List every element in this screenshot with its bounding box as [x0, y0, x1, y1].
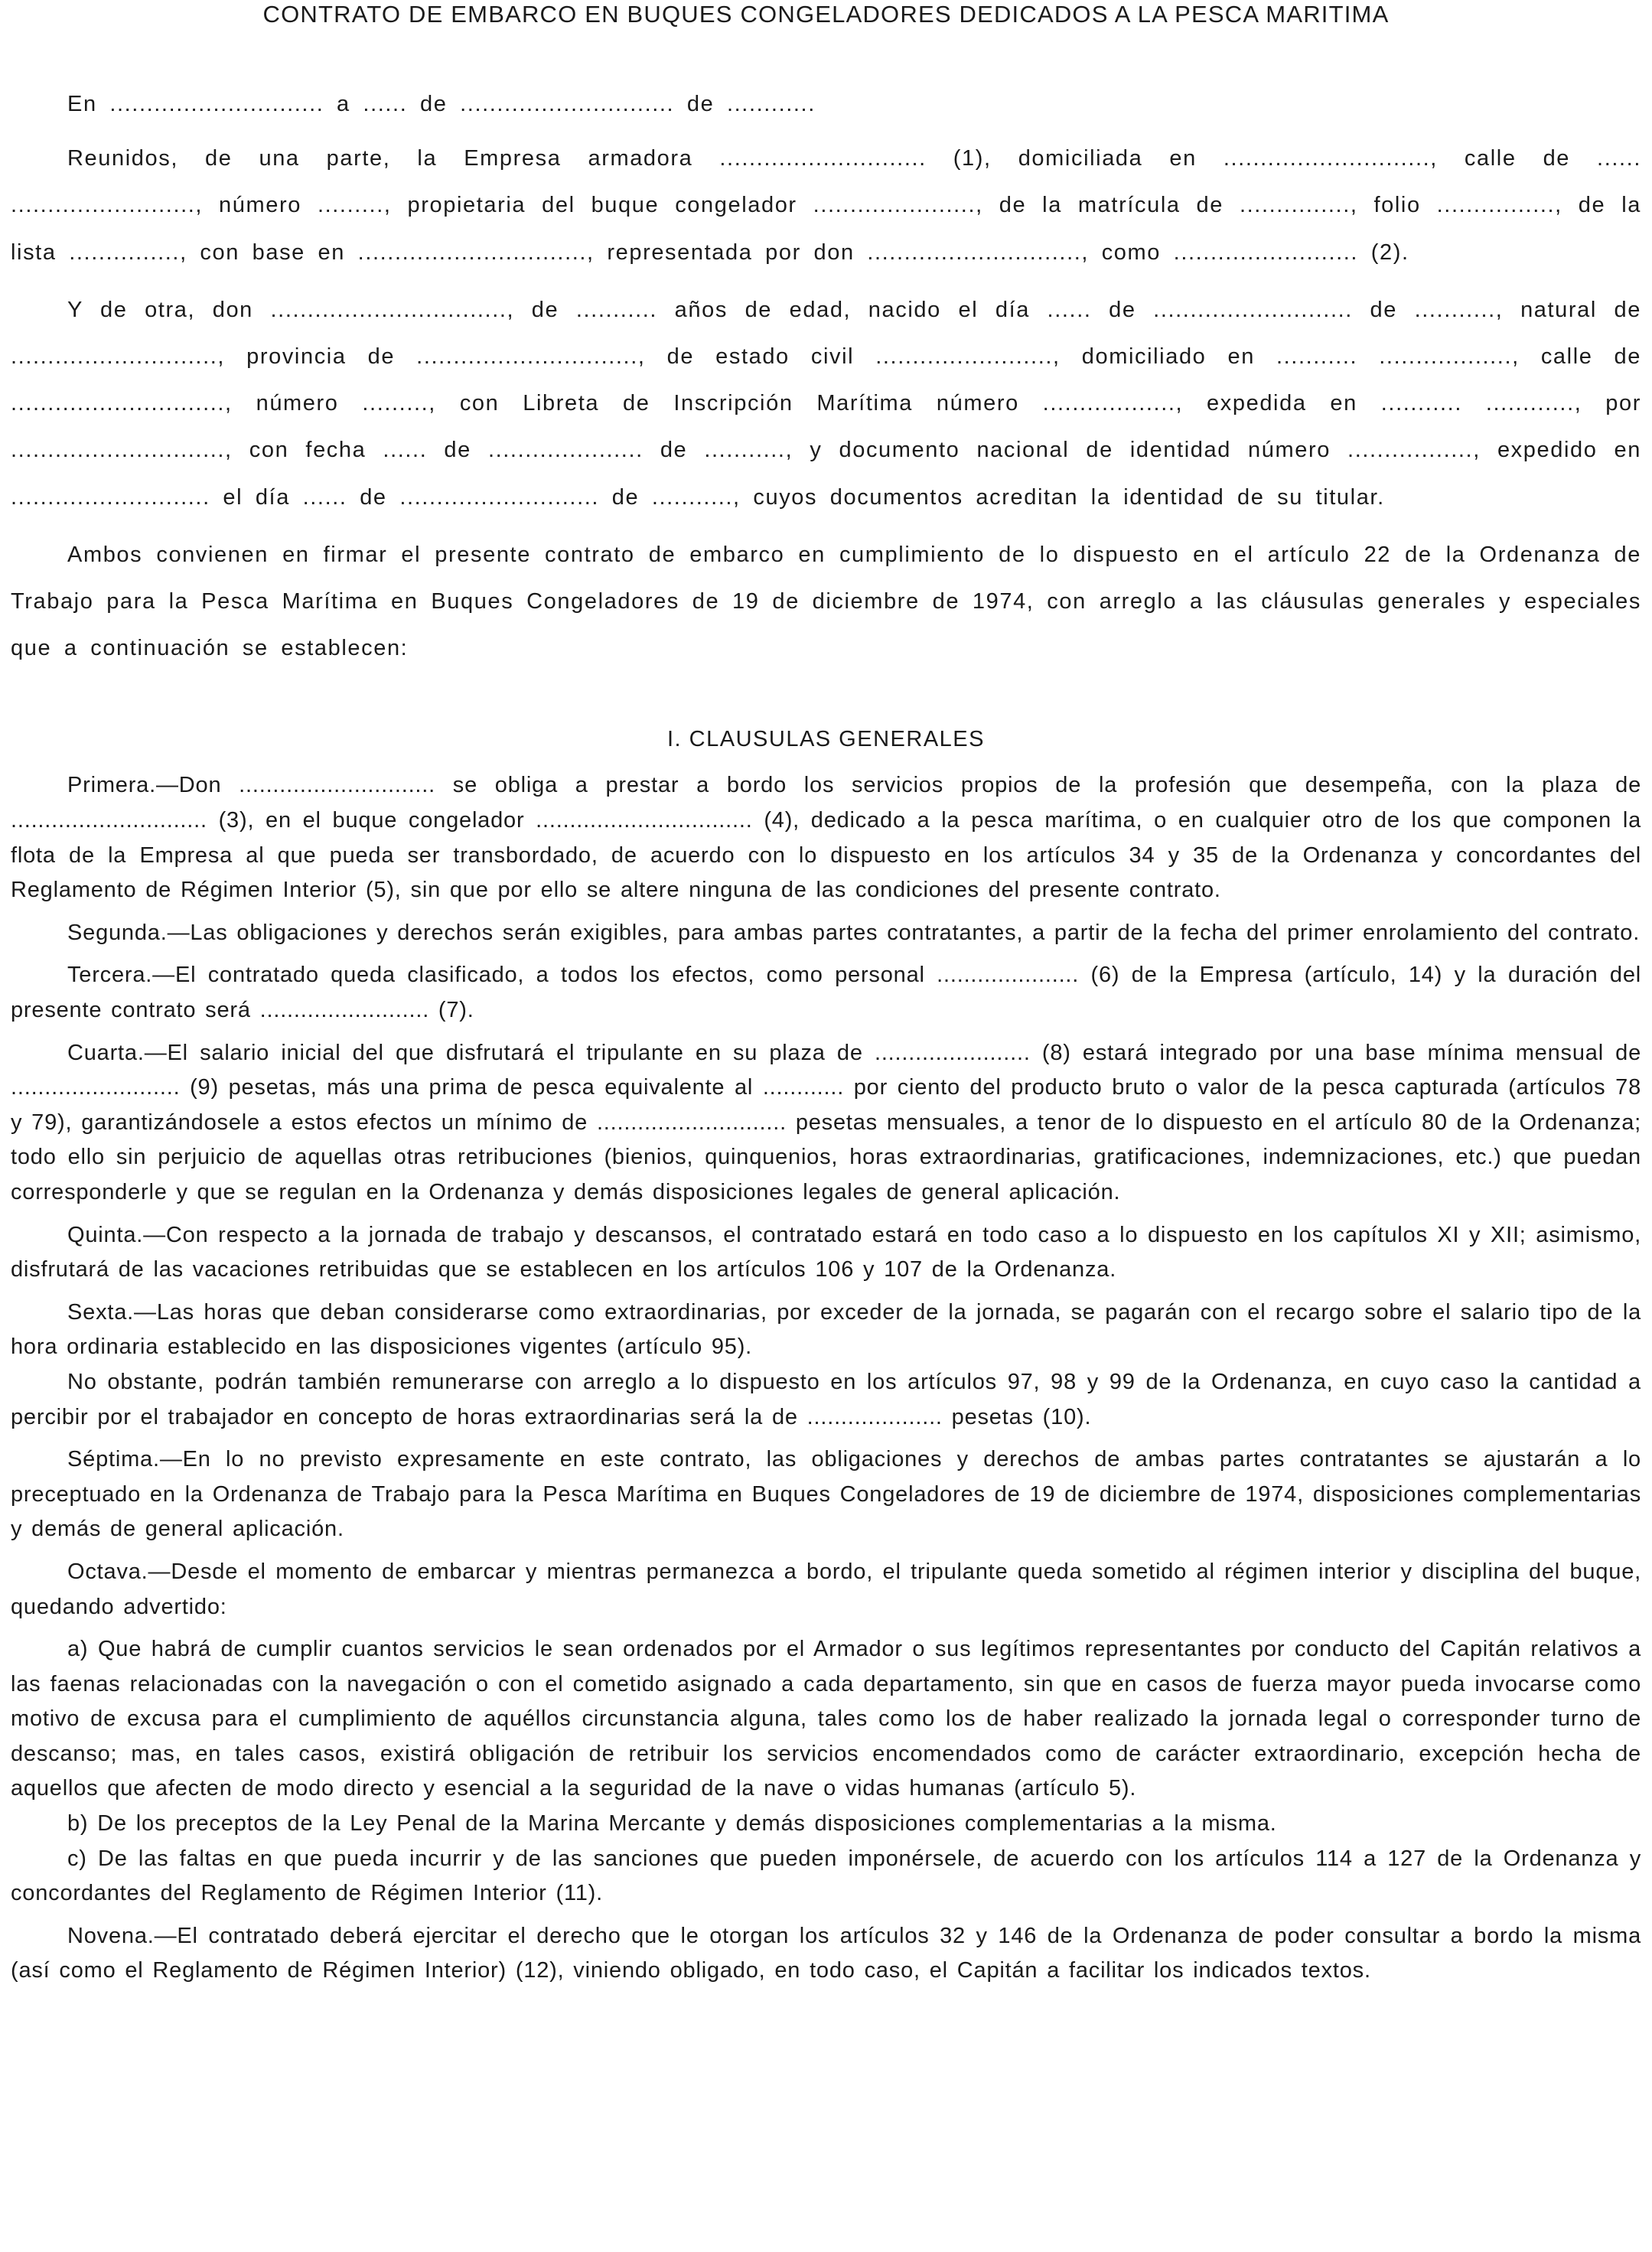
spacer — [11, 1625, 1641, 1632]
spacer — [11, 950, 1641, 958]
parties-company-paragraph: Reunidos, de una parte, la Empresa armadora ............................ (1), domiciliada en ............................, calle de ...... ........................., número ........., propietaria del buque congelador ......................, de la matrícula de ..............., folio ................, de la lista ..............., con base en ..............................., representada por don ............................., como ......................... (2). — [11, 146, 1641, 265]
parties-worker-paragraph: Y de otra, don ................................, de ........... años de edad, nacido el día ...... de ........................... de ..........., natural de ............................, provincia de .............................., de estado civil ........................, domiciliado en ........... .................., calle de ............................., número ........., con Libreta de Inscripción Marítima número .................., expedida en ........... ............, por ............................., con fecha ...... de ..................... de ..........., y documento nacional de identidad número ................., expedido en ........................... el día ...... de ........................... de ..........., cuyos documentos acreditan la identidad de su titular. — [11, 297, 1641, 510]
spacer — [11, 521, 1641, 532]
clause-segunda: Segunda.—Las obligaciones y derechos serán exigibles, para ambas partes contratantes, a partir de la fecha del primer enrolamiento del contrato. — [67, 920, 1641, 945]
spacer — [11, 1435, 1641, 1442]
spacer — [11, 128, 1641, 135]
spacer — [11, 1911, 1641, 1919]
clause-octava: Octava.—Desde el momento de embarcar y mientras permanezca a bordo, el tripulante queda sometido al régimen interior y disciplina del buque, quedando advertido: — [11, 1559, 1641, 1619]
spacer — [11, 908, 1641, 916]
clause-primera: Primera.—Don ............................. se obliga a prestar a bordo los servicios propios de la profesión que desempeña, con la plaza de ............................. (3), en el buque congelador ................................ (4), dedicado a la pesca marítima, o en cualquier otro de los que componen la flota de la Empresa al que pueda ser transbordado, de acuerdo con lo dispuesto en los artículos 34 y 35 de la Ordenanza y concordantes del Reglamento de Régimen Interior (5), sin que por ello se altere ninguna de las condiciones del presente contrato. — [11, 773, 1641, 903]
spacer — [11, 1028, 1641, 1036]
clause-cuarta: Cuarta.—El salario inicial del que disfrutará el tripulante en su plaza de ....................... (8) estará integrado por una base mínima mensual de ......................... (9) pesetas, más una prima de pesca equivalente al ............ por ciento del producto bruto o valor de la pesca capturada (artículos 78 y 79), garantizándosele a estos efectos un mínimo de ............................ pesetas mensuales, a tenor de lo dispuesto en el artículo 80 de la Ordenanza; todo ello sin perjuicio de aquellas otras retribuciones (bienios, quinquenios, horas extraordinarias, gratificaciones, indemnizaciones, etc.) que puedan corresponderle y que se regulan en la Ordenanza y demás disposiciones legales de general aplicación. — [11, 1040, 1641, 1204]
agreement-paragraph: Ambos convienen en firmar el presente contrato de embarco en cumplimiento de lo dispuesto en el artículo 22 de la Ordenanza de Trabajo para la Pesca Marítima en Buques Congeladores de 19 de diciembre de 1974, con arreglo a las cláusulas generales y especiales que a continuación se establecen: — [11, 542, 1641, 661]
clause-octava-item-a: a) Que habrá de cumplir cuantos servicios le sean ordenados por el Armador o sus legítimos representantes por conducto del Capitán relativos a las faenas relacionadas con la navegación o con el cometido asignado a cada departamento, sin que en casos de fuerza mayor pueda invocarse como motivo de excusa para el cumplimiento de aquéllos circunstancia alguna, tales como los de haber realizado la jornada legal o corresponder turno de descanso; mas, en tales casos, existirá obligación de retribuir los servicios encomendados como de carácter extraordinario, excepción hecha de aquellos que afecten de modo directo y esencial a la seguridad de la nave o vidas humanas (artículo 5). — [11, 1637, 1641, 1801]
spacer — [11, 1288, 1641, 1295]
document-title: CONTRATO DE EMBARCO EN BUQUES CONGELADORES DEDICADOS A LA PESCA MARITIMA — [262, 1, 1390, 28]
section-heading-general-clauses: I. CLAUSULAS GENERALES — [667, 727, 985, 752]
clause-tercera: Tercera.—El contratado queda clasificado, a todos los efectos, como personal ..................... (6) de la Empresa (artículo, 14) y la duración del presente contrato será ......................... (7). — [11, 963, 1641, 1022]
clause-novena: Novena.—El contratado deberá ejercitar el derecho que le otorgan los artículos 32 y 146 de la Ordenanza de poder consultar a bordo la misma (así como el Reglamento de Régimen Interior) (12), viniendo obligado, en todo caso, el Capitán a facilitar los indicados textos. — [11, 1923, 1641, 1983]
spacer — [11, 28, 1641, 81]
spacer — [11, 1211, 1641, 1218]
spacer — [11, 276, 1641, 287]
spacer — [11, 1547, 1641, 1555]
clause-sexta: Sexta.—Las horas que deban considerarse como extraordinarias, por exceder de la jornada, se pagarán con el recargo sobre el salario tipo de la hora ordinaria establecido en las disposiciones vigentes (artículo 95). — [11, 1299, 1641, 1360]
spacer — [11, 754, 1641, 768]
clause-sexta-continuation: No obstante, podrán también remunerarse con arreglo a lo dispuesto en los artículos 97, 98 y 99 de la Ordenanza, en cuyo caso la cantidad a percibir por el trabajador en concepto de horas extraordinarias será la de .................... pesetas (10). — [11, 1369, 1641, 1429]
place-date-line: En ............................. a ...... de ............................. de ............ — [67, 92, 816, 116]
clause-octava-item-b: b) De los preceptos de la Ley Penal de la Marina Mercante y demás disposiciones complementarias a la misma. — [67, 1811, 1277, 1836]
clause-septima: Séptima.—En lo no previsto expresamente en este contrato, las obligaciones y derechos de ambas partes contratantes se ajustarán a lo preceptuado en la Ordenanza de Trabajo para la Pesca Marítima en Buques Congeladores de 19 de diciembre de 1974, disposiciones complementarias y demás de general aplicación. — [11, 1447, 1641, 1542]
clause-quinta: Quinta.—Con respecto a la jornada de trabajo y descansos, el contratado estará en todo caso a lo dispuesto en los capítulos XI y XII; asimismo, disfrutará de las vacaciones retribuidas que se establecen en los artículos 106 y 107 de la Ordenanza. — [11, 1222, 1641, 1282]
clause-octava-item-c: c) De las faltas en que pueda incurrir y de las sanciones que pueden imponérsele, de acuerdo con los artículos 114 a 127 de la Ordenanza y concordantes del Reglamento de Régimen Interior (11). — [11, 1846, 1641, 1906]
spacer — [11, 672, 1641, 724]
